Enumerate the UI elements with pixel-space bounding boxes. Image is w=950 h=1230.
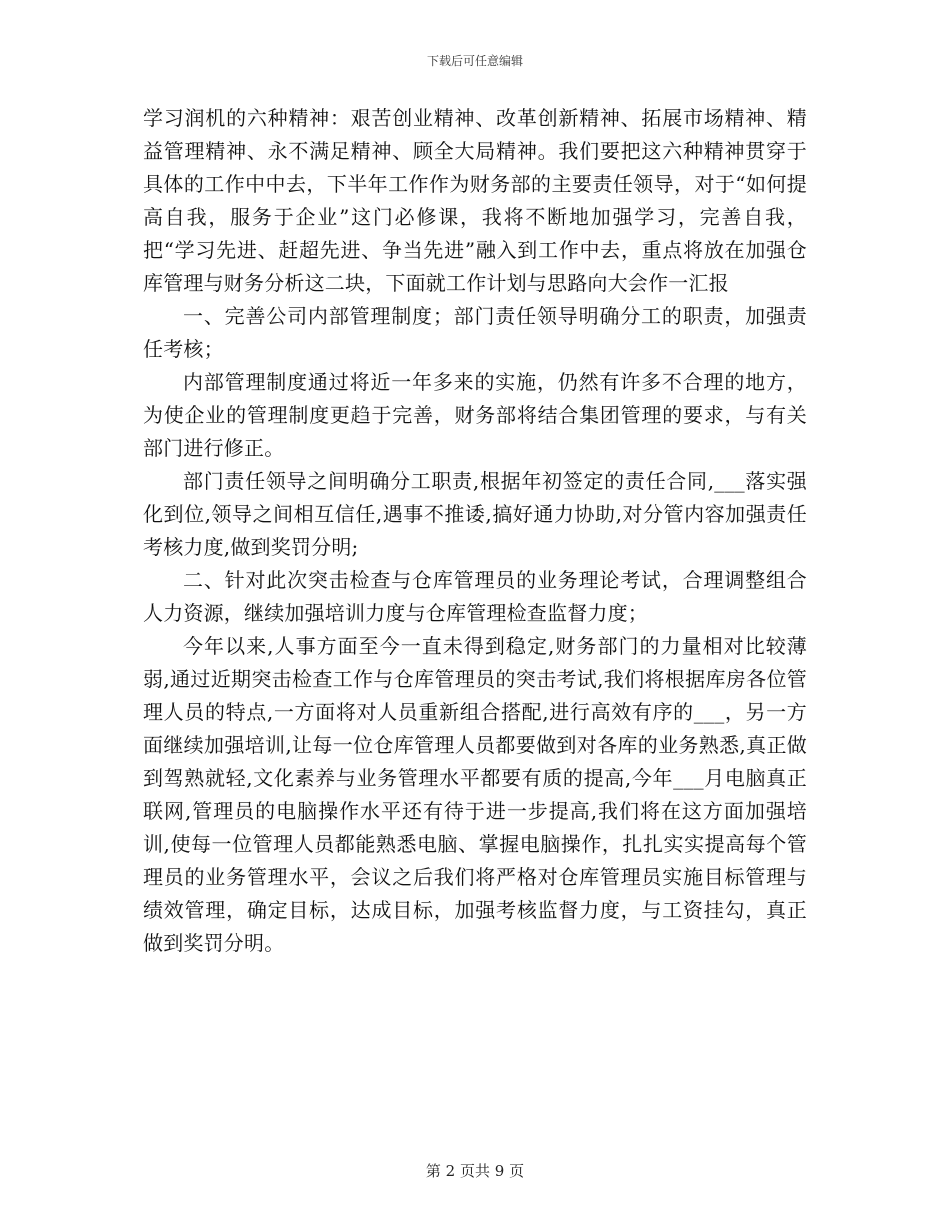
- section-heading-1: 一、完善公司内部管理制度；部门责任领导明确分工的职责，加强责任考核；: [143, 304, 807, 361]
- body-paragraph: 内部管理制度通过将近一年多来的实施，仍然有许多不合理的地方，为使企业的管理制度更趋于完善，财务部将结合集团管理的要求，与有关部门进行修正。: [143, 370, 807, 460]
- body-paragraph: 学习润机的六种精神：艰苦创业精神、改革创新精神、拓展市场精神、精益管理精神、永不满足精神、顾全大局精神。我们要把这六种精神贯穿于具体的工作中中去，下半年工作作为财务部的主要责任领导，对于“如何提高自我，服务于企业”这门必修课，我将不断地加强学习，完善自我，把“学习先进、赶超先进、争当先进”融入到工作中去，重点将放在加强仓库管理与财务分析这二块，下面就工作计划与思路向大会作一汇报: [143, 106, 807, 295]
- page-footer: 第 2 页共 9 页: [425, 1162, 525, 1180]
- body-paragraph: 部门责任领导之间明确分工职责,根据年初签定的责任合同,___落实强化到位,领导之间相互信任,遇事不推诿,搞好通力协助,对分管内容加强责任考核力度,做到奖罚分明;: [143, 469, 807, 559]
- document-body: [143, 102, 807, 960]
- page-header: 下载后可任意编辑: [426, 54, 523, 68]
- section-heading-2: 二、针对此次突击检查与仓库管理员的业务理论考试，合理调整组合人力资源，继续加强培训力度与仓库管理检查监督力度；: [143, 568, 807, 625]
- body-paragraph: 今年以来,人事方面至今一直未得到稳定,财务部门的力量相对比较薄弱,通过近期突击检查工作与仓库管理员的突击考试,我们将根据库房各位管理人员的特点,一方面将对人员重新组合搭配,进行高效有序的___，另一方面继续加强培训,让每一位仓库管理人员都要做到对各库的业务熟悉,真正做到驾熟就轻,文化素养与业务管理水平都要有质的提高,今年___月电脑真正联网,管理员的电脑操作水平还有待于进一步提高,我们将在这方面加强培训,使每一位管理人员都能熟悉电脑、掌握电脑操作，扎扎实实提高每个管理员的业务管理水平，会议之后我们将严格对仓库管理员实施目标管理与绩效管理，确定目标，达成目标，加强考核监督力度，与工资挂勾，真正做到奖罚分明。: [143, 634, 807, 955]
